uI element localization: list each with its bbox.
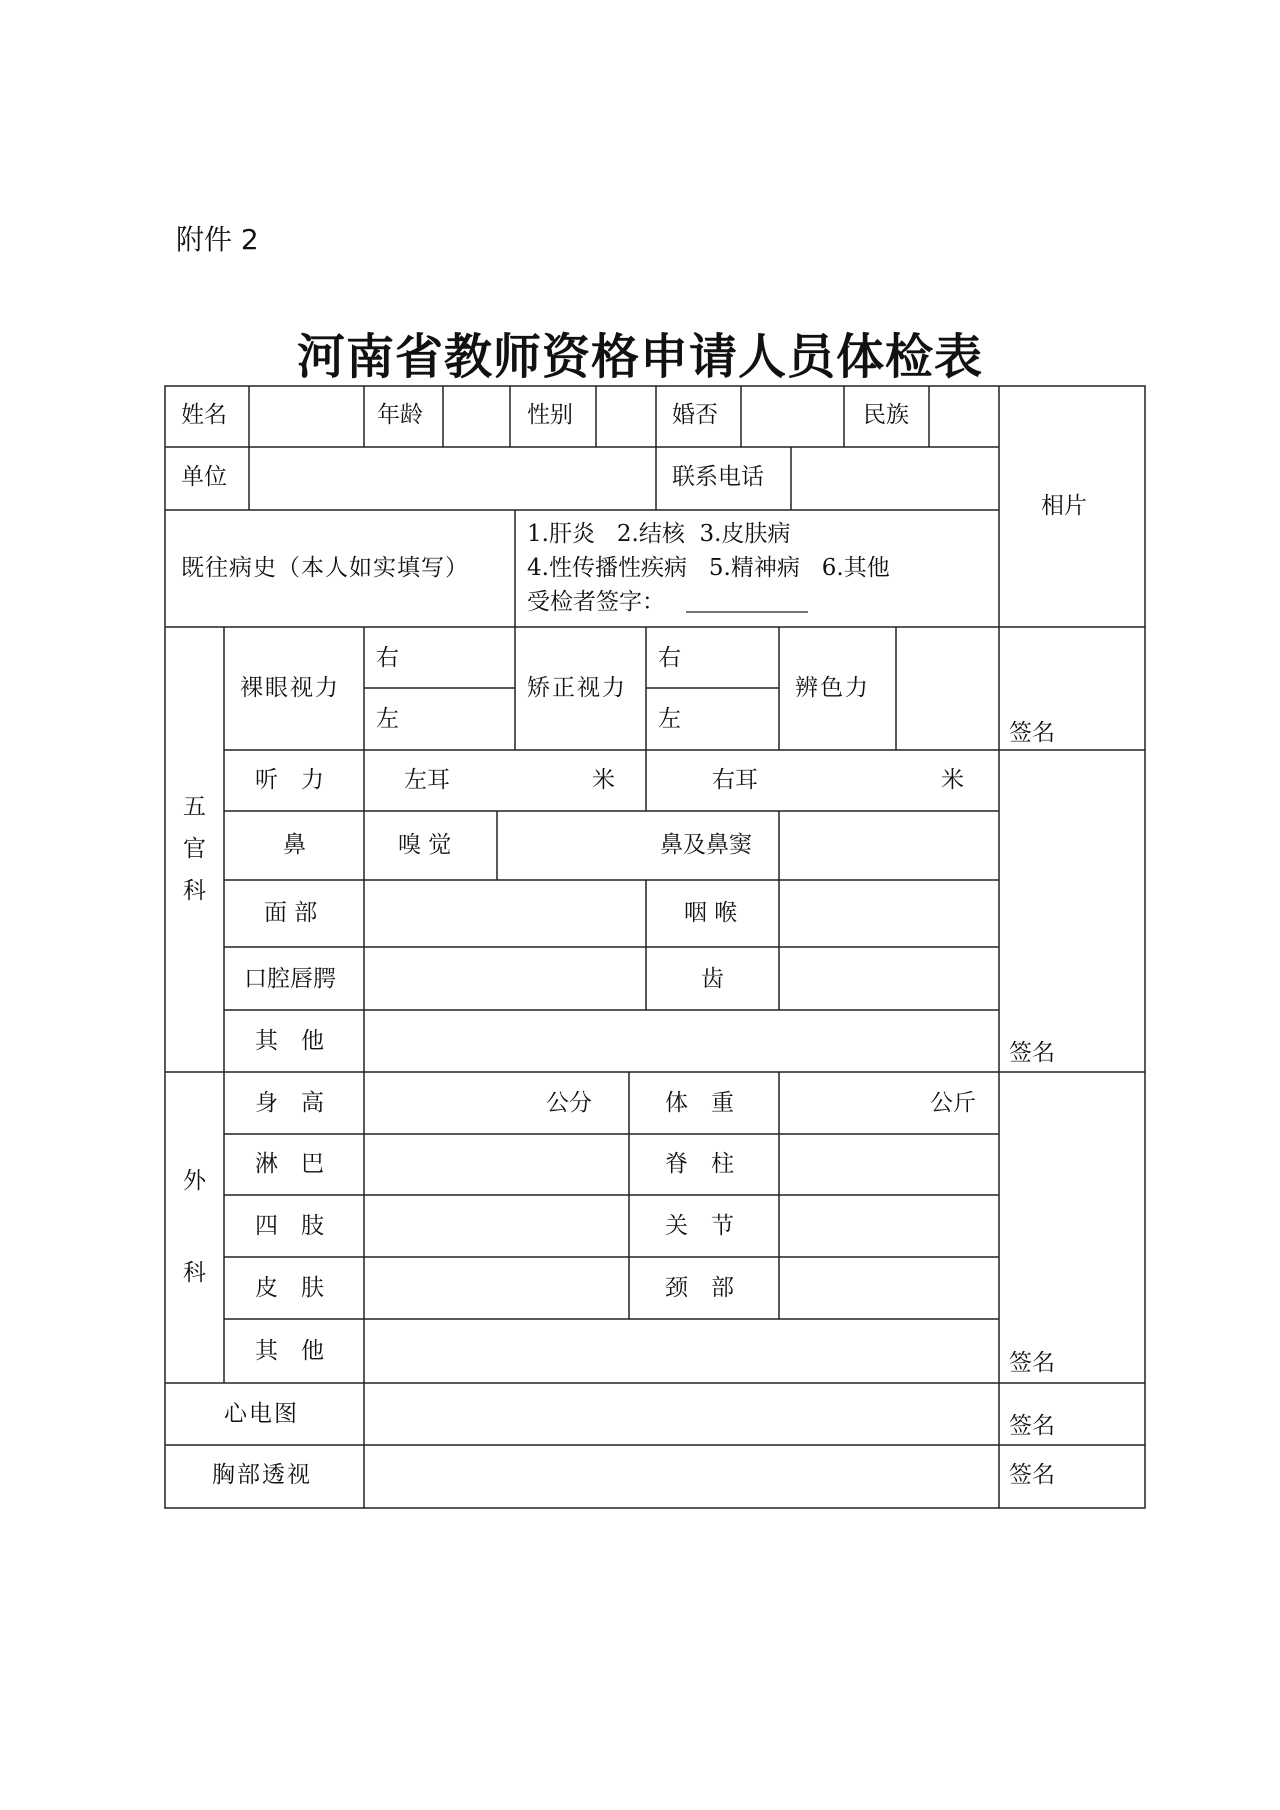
field-unit[interactable] [250,448,655,509]
label-hearing: 听 力 [255,767,324,793]
label-joints: 关 节 [665,1213,734,1239]
label-phone: 联系电话 [672,464,764,490]
label-naked-vision: 裸眼视力 [240,675,340,701]
ent-signature: 签名 [1009,1040,1055,1066]
chest-signature: 签名 [1009,1462,1055,1488]
label-throat: 咽 喉 [684,900,738,926]
label-sinus: 鼻及鼻窦 [660,832,752,858]
label-marital: 婚否 [672,402,718,428]
label-left-ear-unit: 米 [592,767,615,793]
label-height-unit: 公分 [546,1090,592,1116]
history-line-2: 4.性传播性疾病 5.精神病 6.其他 [527,555,890,581]
section-ent-char-3: 科 [183,878,206,904]
label-chest: 胸部透视 [212,1462,312,1488]
label-name: 姓名 [181,402,227,428]
label-height: 身 高 [255,1090,324,1116]
history-signature-label: 受检者签字： [527,589,665,615]
field-marital[interactable] [742,387,843,446]
label-corrected-right: 右 [658,645,681,671]
ent-vision-signature: 签名 [1009,720,1055,746]
label-right-ear-unit: 米 [941,767,964,793]
label-face: 面 部 [264,900,318,926]
field-ecg[interactable] [365,1384,998,1444]
label-nose: 鼻 [283,832,306,858]
label-photo: 相片 [1041,493,1087,519]
label-gender: 性别 [527,402,573,428]
label-teeth: 齿 [701,966,724,992]
field-age[interactable] [444,387,509,446]
label-naked-left: 左 [376,706,399,732]
label-weight-unit: 公斤 [930,1090,976,1116]
label-unit: 单位 [181,464,227,490]
label-smell: 嗅 觉 [398,832,452,858]
label-surgery-other: 其 他 [255,1338,324,1364]
label-skin: 皮 肤 [255,1275,324,1301]
label-color-vision: 辨色力 [795,675,870,701]
field-chest[interactable] [365,1446,998,1507]
label-history: 既往病史（本人如实填写） [181,555,469,581]
section-ent-char-2: 官 [183,836,206,862]
label-age: 年龄 [377,402,423,428]
field-name[interactable] [250,387,363,446]
label-limbs: 四 肢 [255,1213,324,1239]
section-surgery-char-1: 外 [183,1168,206,1194]
label-lymph: 淋 巴 [255,1151,324,1177]
label-ethnicity: 民族 [863,402,909,428]
label-oral: 口腔唇腭 [244,966,336,992]
label-weight: 体 重 [665,1090,734,1116]
history-line-1: 1.肝炎 2.结核 3.皮肤病 [527,521,791,547]
ecg-signature: 签名 [1009,1413,1055,1439]
field-color-vision[interactable] [897,628,998,749]
section-ent-char-1: 五 [183,794,206,820]
label-right-ear: 右耳 [712,767,758,793]
field-phone[interactable] [792,448,998,509]
label-naked-right: 右 [376,645,399,671]
label-spine: 脊 柱 [665,1151,734,1177]
label-ecg: 心电图 [224,1401,299,1427]
section-surgery-char-2: 科 [183,1260,206,1286]
surgery-signature: 签名 [1009,1350,1055,1376]
field-gender[interactable] [597,387,655,446]
label-corrected-left: 左 [658,706,681,732]
label-left-ear: 左耳 [404,767,450,793]
field-ethnicity[interactable] [930,387,998,446]
label-neck: 颈 部 [665,1275,734,1301]
attachment-label: 附件 2 [176,223,259,256]
label-ent-other: 其 他 [255,1028,324,1054]
label-corrected-vision: 矫正视力 [527,675,627,701]
form-title: 河南省教师资格申请人员体检表 [296,329,983,385]
